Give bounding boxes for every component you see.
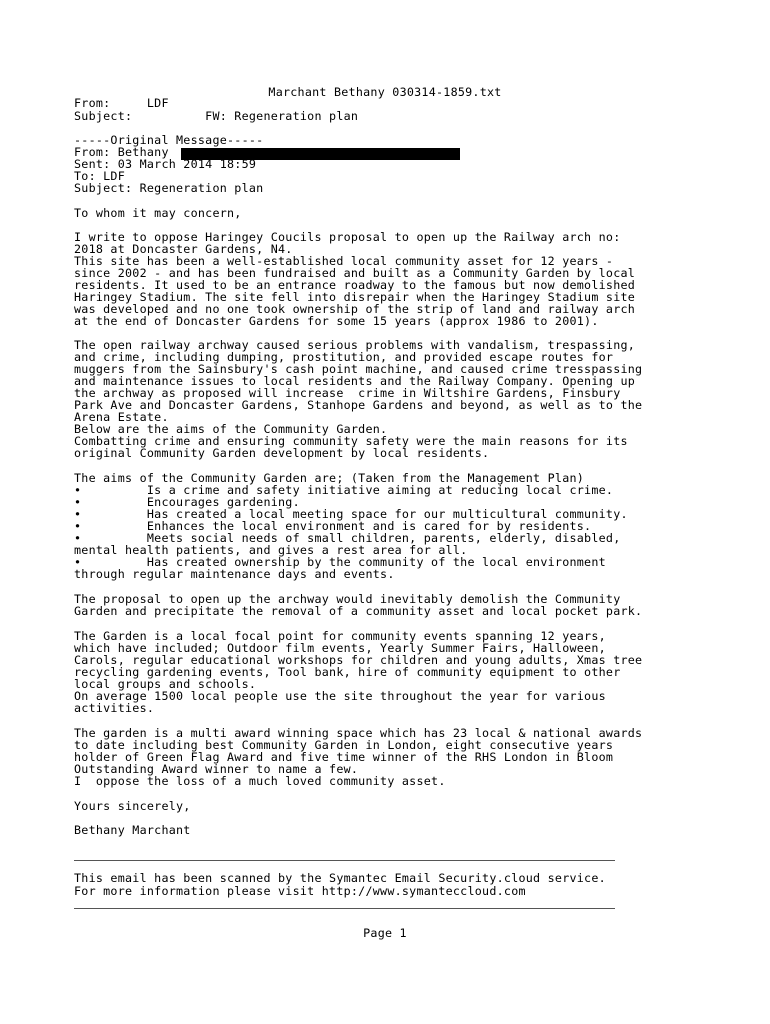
para2-line: Combatting crime and ensuring community safety were the main reasons for its — [74, 434, 628, 448]
aims-bullet: • Enhances the local environment and is cared for by residents. — [74, 519, 592, 533]
footer-scan-note: This email has been scanned by the Symantec Email Security.cloud service. — [74, 871, 606, 885]
para1-line: at the end of Doncaster Gardens for some 15 years (approx 1986 to 2001). — [74, 314, 599, 328]
para4-line: The proposal to open up the archway would inevitably demolish the Community — [74, 592, 621, 606]
para5-line: The Garden is a local focal point for community events spanning 12 years, — [74, 629, 606, 643]
para5-line: activities. — [74, 701, 155, 715]
para1-line: was developed and no one took ownership of the strip of land and railway arch — [74, 302, 636, 316]
footer-rule-bottom — [74, 908, 615, 909]
original-message-marker: -----Original Message----- — [74, 133, 264, 147]
para2-line: the archway as proposed will increase crime in Wiltshire Gardens, Finsbury — [74, 386, 621, 400]
aims-bullet-continued: through regular maintenance days and events. — [74, 567, 395, 581]
para6-line: I oppose the loss of a much loved community asset. — [74, 774, 446, 788]
para6-line: to date including best Community Garden in London, eight consecutive years — [74, 738, 614, 752]
aims-heading: The aims of the Community Garden are; (Taken from the Management Plan) — [74, 471, 585, 485]
para2-line: and maintenance issues to local residents and the Railway Company. Opening up — [74, 374, 636, 388]
closing: Yours sincerely, — [74, 799, 191, 813]
para2-line: The open railway archway caused serious problems with vandalism, trespassing, — [74, 338, 636, 352]
original-from: From: Bethany — [74, 145, 169, 159]
aims-bullet-continued: mental health patients, and gives a rest area for all. — [74, 543, 468, 557]
para1-line: Haringey Stadium. The site fell into disrepair when the Haringey Stadium site — [74, 290, 636, 304]
para2-line: Arena Estate. — [74, 410, 169, 424]
para2-line: Park Ave and Doncaster Gardens, Stanhope Gardens and beyond, as well as to the — [74, 398, 643, 412]
para2-line: and crime, including dumping, prostitution, and provided escape routes for — [74, 350, 614, 364]
signature: Bethany Marchant — [74, 823, 191, 837]
para6-line: The garden is a multi award winning space which has 23 local & national awards — [74, 726, 643, 740]
para5-line: Carols, regular educational workshops for children and young adults, Xmas tree — [74, 653, 643, 667]
para5-line: recycling gardening events, Tool bank, hire of community equipment to other — [74, 665, 621, 679]
aims-bullet: • Is a crime and safety initiative aiming at reducing local crime. — [74, 483, 614, 497]
para1-line: This site has been a well-established local community asset for 12 years - — [74, 254, 614, 268]
footer-rule-top — [74, 860, 615, 861]
para6-line: holder of Green Flag Award and five time winner of the RHS London in Bloom — [74, 750, 614, 764]
page-number: Page 1 — [363, 926, 407, 940]
aims-bullet: • Meets social needs of small children, parents, elderly, disabled, — [74, 531, 621, 545]
greeting: To whom it may concern, — [74, 206, 242, 220]
aims-bullet: • Has created a local meeting space for our multicultural community. — [74, 507, 628, 521]
para1-line: I write to oppose Haringey Coucils proposal to open up the Railway arch no: — [74, 230, 621, 244]
para1-line: 2018 at Doncaster Gardens, N4. — [74, 242, 293, 256]
original-sent: Sent: 03 March 2014 18:59 — [74, 157, 257, 171]
para2-line: muggers from the Sainsbury's cash point machine, and caused crime tresspassing — [74, 362, 643, 376]
para1-line: residents. It used to be an entrance roadway to the famous but now demolished — [74, 278, 636, 292]
header-from: From: LDF — [74, 96, 169, 110]
footer-info: For more information please visit http://www.symanteccloud.com — [74, 884, 526, 898]
para5-line: local groups and schools. — [74, 677, 257, 691]
para2-line: Below are the aims of the Community Garden. — [74, 422, 388, 436]
file-title: Marchant Bethany 030314-1859.txt — [268, 85, 502, 99]
aims-bullet: • Encourages gardening. — [74, 495, 300, 509]
para5-line: On average 1500 local people use the site throughout the year for various — [74, 689, 606, 703]
original-to: To: LDF — [74, 169, 126, 183]
para2-line: original Community Garden development by local residents. — [74, 446, 490, 460]
para1-line: since 2002 - and has been fundraised and built as a Community Garden by local — [74, 266, 636, 280]
aims-bullet: • Has created ownership by the community of the local environment — [74, 555, 606, 569]
para5-line: which have included; Outdoor film events, Yearly Summer Fairs, Halloween, — [74, 641, 606, 655]
header-subject: Subject: FW: Regeneration plan — [74, 109, 359, 123]
original-subject: Subject: Regeneration plan — [74, 181, 264, 195]
para6-line: Outstanding Award winner to name a few. — [74, 762, 359, 776]
para4-line: Garden and precipitate the removal of a community asset and local pocket park. — [74, 604, 643, 618]
